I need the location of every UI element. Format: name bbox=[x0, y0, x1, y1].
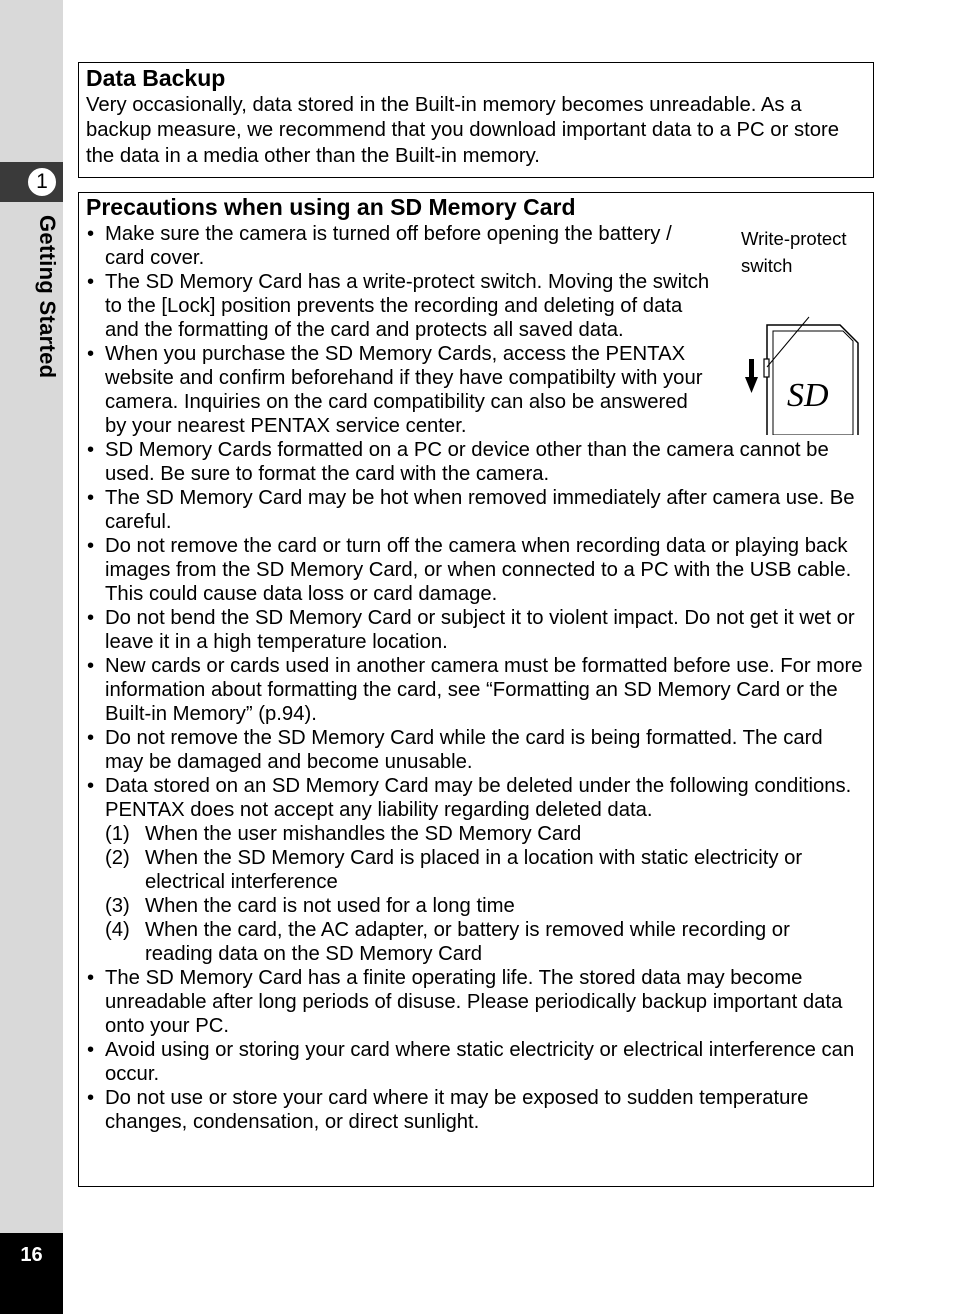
list-item: • Make sure the camera is turned off before opening the battery / card cover. bbox=[86, 222, 711, 270]
list-item: • When you purchase the SD Memory Cards, access the PENTAX website and confirm beforehand if they have compatibilty with your camera. Inquiries on the card compatibility can also be answered by your nearest PENTAX service center. bbox=[86, 342, 711, 438]
condition-item bbox=[105, 894, 863, 918]
condition-text: When the user mishandles the SD Memory Card bbox=[145, 823, 582, 845]
list-item: • Avoid using or storing your card where static electricity or electrical interference can occur. bbox=[86, 1038, 863, 1086]
sd-logo: SD bbox=[787, 377, 829, 414]
list-item: • Do not remove the card or turn off the camera when recording data or playing back images from the SD Memory Card, or when connected to a PC with the USB cable. This could cause data loss or card damage. bbox=[86, 534, 863, 606]
list-item: • SD Memory Cards formatted on a PC or device other than the camera cannot be used. Be sure to format the card with the camera. bbox=[86, 438, 863, 486]
data-backup-title: Data Backup bbox=[86, 65, 226, 91]
figure-caption-line-2: switch bbox=[741, 255, 793, 276]
condition-item bbox=[105, 822, 863, 846]
list-item-text: Data stored on an SD Memory Card may be deleted under the following conditions. PENTAX does not accept any liability regarding deleted data. bbox=[105, 775, 852, 821]
list-item: • The SD Memory Card has a finite operating life. The stored data may become unreadable after long periods of disuse. Please periodically backup important data onto your PC. bbox=[86, 966, 863, 1038]
list-item: • Do not use or store your card where it may be exposed to sudden temperature changes, condensation, or direct sunlight. bbox=[86, 1086, 863, 1134]
sd-precautions-box bbox=[78, 192, 874, 1187]
condition-text: When the SD Memory Card is placed in a location with static electricity or electrical interference bbox=[145, 847, 803, 893]
data-backup-box bbox=[78, 62, 874, 178]
list-item: • New cards or cards used in another camera must be formatted before use. For more information about formatting the card, see “Formatting an SD Memory Card or the Built-in Memory” (p.94). bbox=[86, 654, 863, 726]
data-backup-text: Very occasionally, data stored in the Built-in memory becomes unreadable. As a backup measure, we recommend that you download important data to a PC or store the data in a media other than the Built-in memory. bbox=[86, 94, 840, 167]
condition-number: (2) bbox=[105, 847, 130, 869]
condition-number: (1) bbox=[105, 823, 130, 845]
condition-item bbox=[105, 846, 863, 894]
list-item: • The SD Memory Card has a write-protect switch. Moving the switch to the [Lock] position prevents the recording and deleting of data and the formatting of the card and protects all saved data. bbox=[86, 270, 711, 342]
sd-precautions-title: Precautions when using an SD Memory Card bbox=[86, 194, 576, 220]
chapter-number: 1 bbox=[26, 166, 58, 198]
figure-caption-line-1: Write-protect bbox=[741, 228, 847, 249]
condition-number: (4) bbox=[105, 919, 130, 941]
conditions-list bbox=[105, 822, 863, 966]
list-item: • Do not remove the SD Memory Card while the card is being formatted. The card may be damaged and become unusable. bbox=[86, 726, 863, 774]
list-item: • The SD Memory Card may be hot when removed immediately after camera use. Be careful. bbox=[86, 486, 863, 534]
page-number: 16 bbox=[20, 1244, 43, 1266]
chapter-title: Getting Started bbox=[35, 215, 60, 379]
sd-card-figure bbox=[741, 225, 867, 427]
condition-item bbox=[105, 918, 863, 966]
sd-card-icon bbox=[741, 225, 871, 435]
list-item: • Do not bend the SD Memory Card or subject it to violent impact. Do not get it wet or leave it in a high temperature location. bbox=[86, 606, 863, 654]
list-item-with-conditions bbox=[86, 774, 863, 966]
condition-text: When the card, the AC adapter, or battery is removed while recording or reading data on the SD Memory Card bbox=[145, 919, 790, 965]
condition-text: When the card is not used for a long time bbox=[145, 895, 515, 917]
condition-number: (3) bbox=[105, 895, 130, 917]
